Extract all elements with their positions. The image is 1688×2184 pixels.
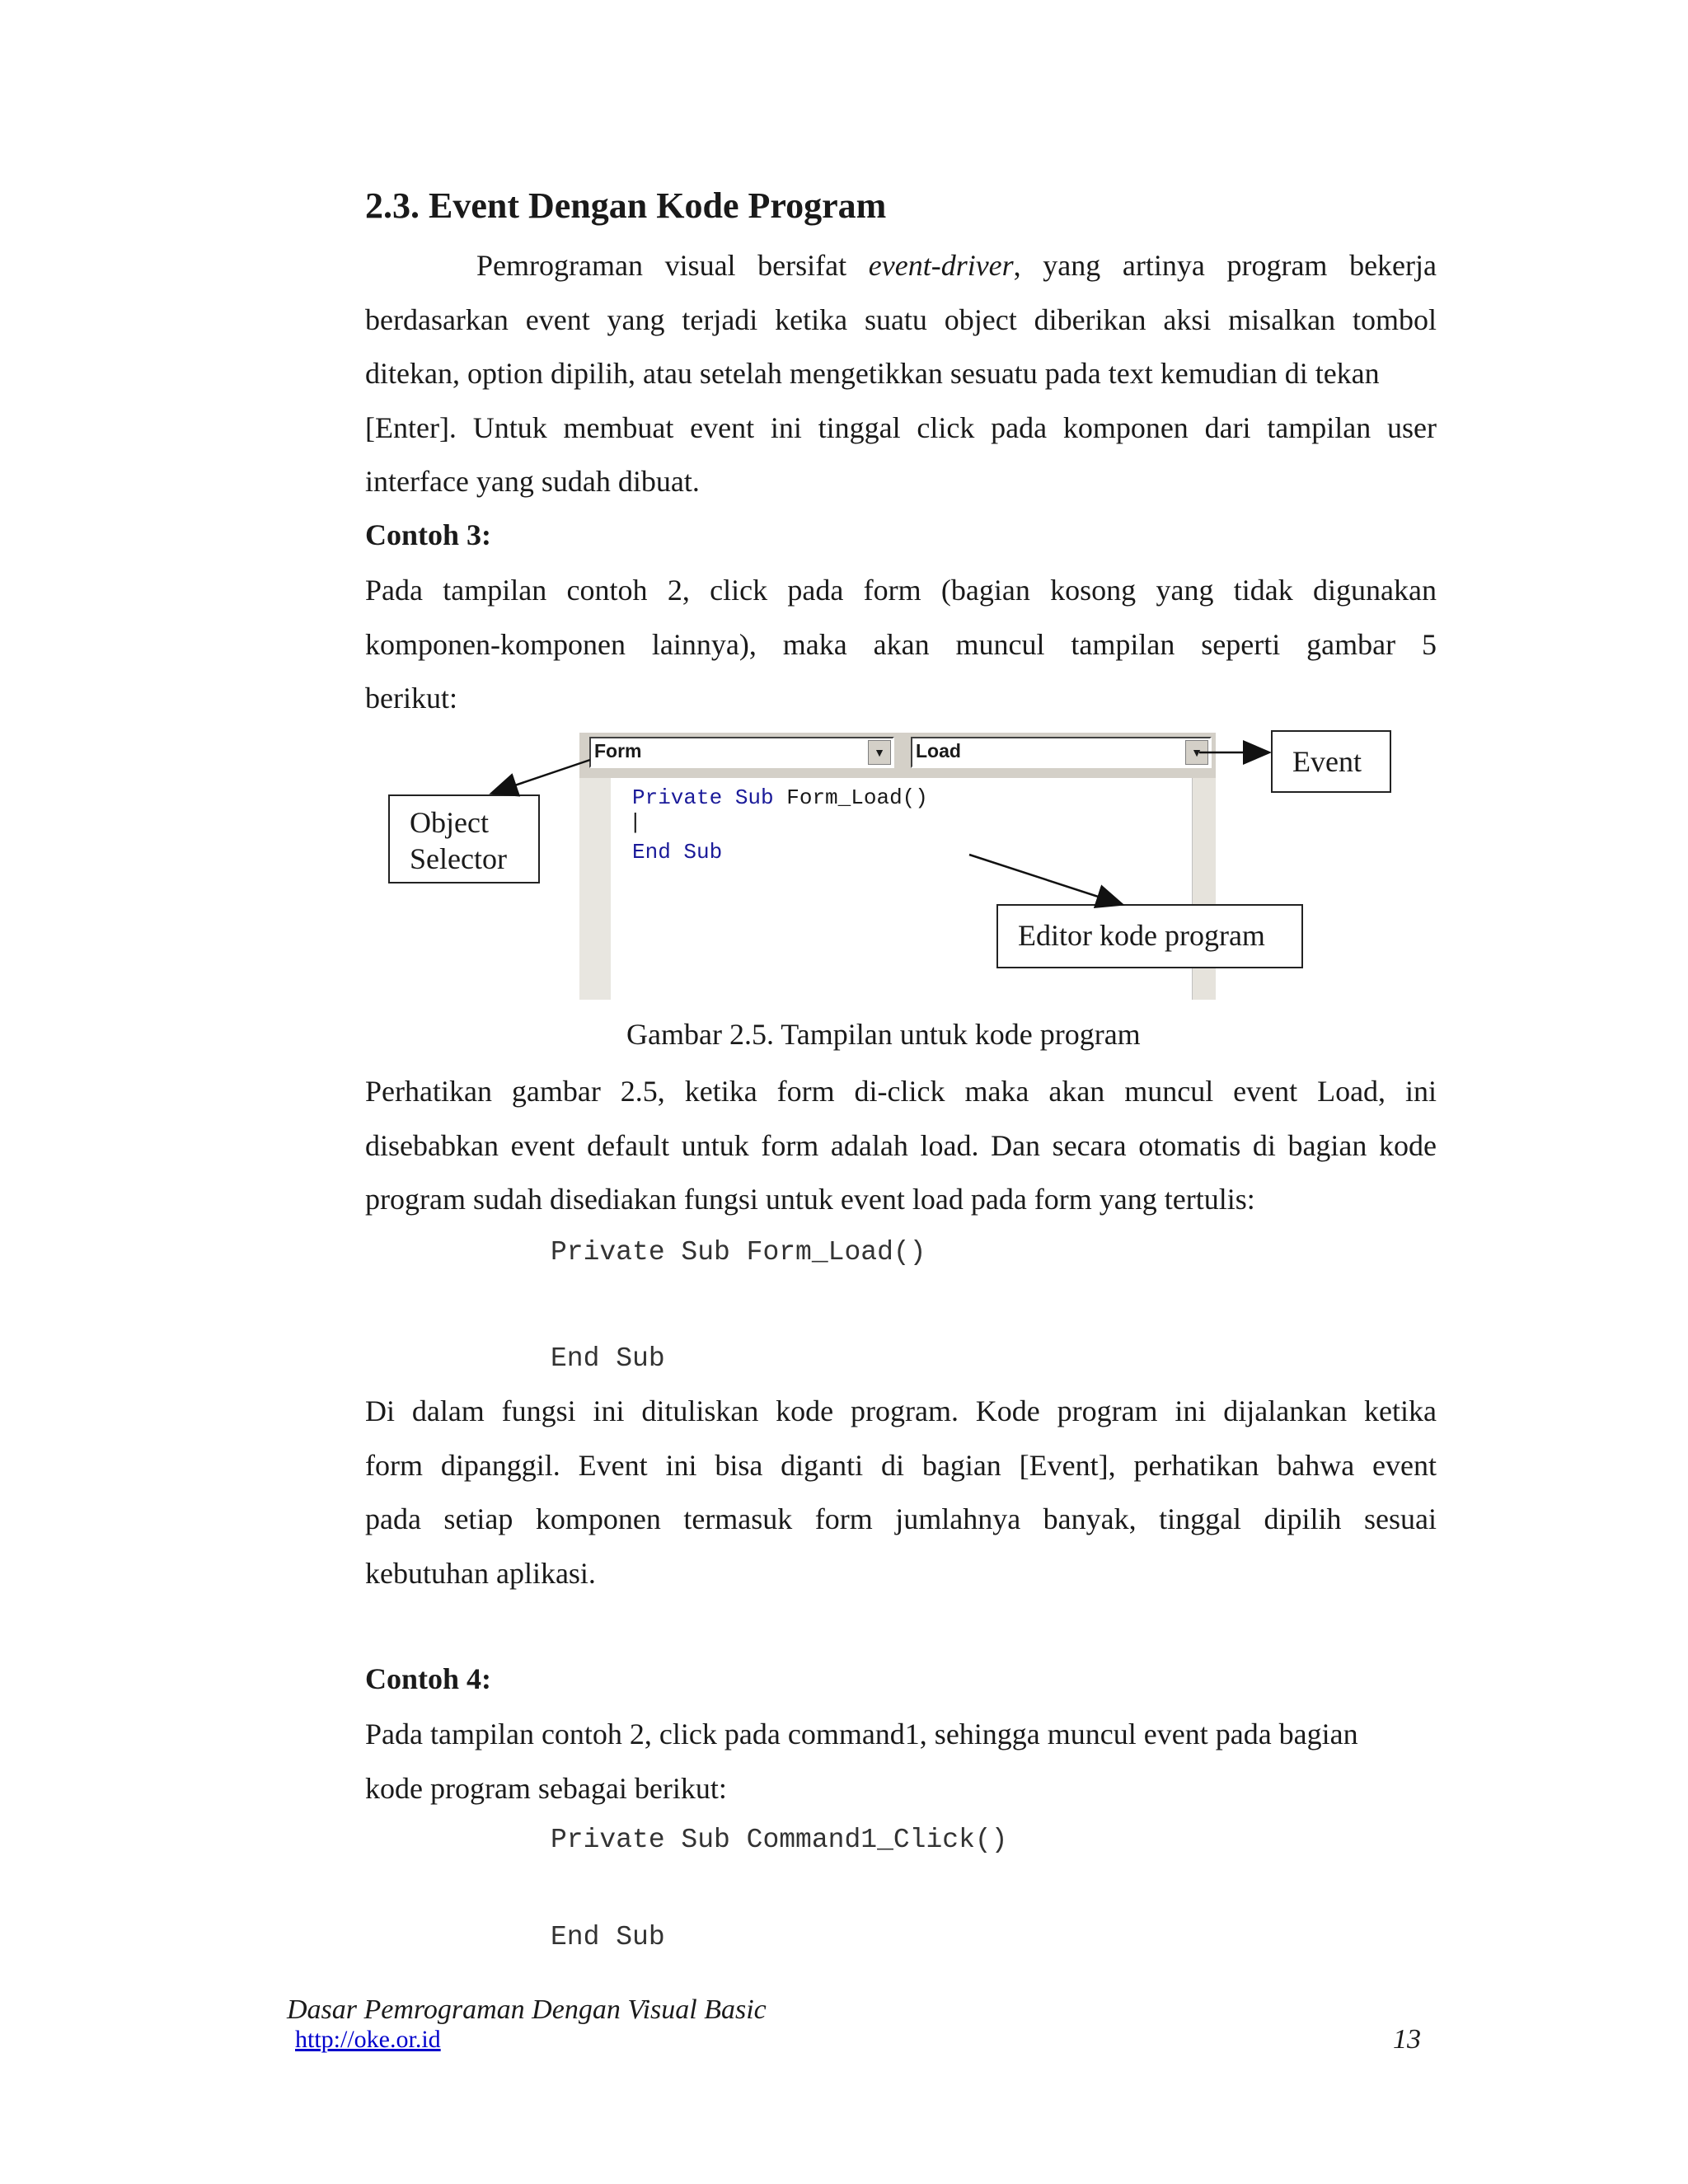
paragraph-line: Di dalam fungsi ini dituliskan kode program. Kode program ini dijalankan ketika xyxy=(365,1394,1437,1427)
paragraph-line: ditekan, option dipilih, atau setelah mengetikkan sesuatu pada text kemudian di tekan xyxy=(365,357,1380,390)
event-selector-value: Load xyxy=(916,740,961,762)
paragraph-line: berikut: xyxy=(365,682,457,715)
paragraph-line: disebabkan event default untuk form adalah load. Dan secara otomatis di bagian kode xyxy=(365,1128,1437,1162)
editor-code-line: Private Sub Form_Load() xyxy=(632,785,928,810)
chevron-down-icon: ▼ xyxy=(1185,740,1208,765)
editor-code-line: End Sub xyxy=(632,840,723,865)
explanation-paragraph xyxy=(365,1065,1437,1227)
paragraph-line: kebutuhan aplikasi. xyxy=(365,1556,596,1590)
event-callout: Event xyxy=(1271,730,1391,793)
code-snippet-line: Private Sub Form_Load() xyxy=(551,1237,926,1268)
text-cursor: | xyxy=(629,810,642,835)
paragraph-line: berdasarkan event yang terjadi ketika suatu object diberikan aksi misalkan tombol xyxy=(365,302,1437,336)
paragraph-line: Perhatikan gambar 2.5, ketika form di-click maka akan muncul event Load, ini xyxy=(365,1075,1437,1108)
contoh-4-paragraph xyxy=(365,1708,1437,1816)
function-paragraph xyxy=(365,1385,1437,1601)
footer-book-title: Dasar Pemrograman Dengan Visual Basic xyxy=(287,1994,767,2025)
paragraph-line: program sudah disediakan fungsi untuk event load pada form yang tertulis: xyxy=(365,1183,1255,1216)
paragraph-line: Pada tampilan contoh 2, click pada command1, sehingga muncul event pada bagian xyxy=(365,1718,1358,1750)
paragraph-line: [Enter]. Untuk membuat event ini tinggal click pada komponen dari tampilan user xyxy=(365,410,1437,444)
editor-callout: Editor kode program xyxy=(996,904,1303,968)
editor-arrow xyxy=(969,855,1121,904)
paragraph-line: pada setiap komponen termasuk form jumlahnya banyak, tinggal dipilih sesuai xyxy=(365,1502,1437,1535)
contoh-3-title: Contoh 3: xyxy=(365,518,492,551)
code-snippet-line: End Sub xyxy=(551,1922,665,1952)
paragraph-line: Pada tampilan contoh 2, click pada form (bagian kosong yang tidak digunakan xyxy=(365,574,1437,607)
page-number: 13 xyxy=(1393,2024,1421,2055)
contoh-4-title: Contoh 4: xyxy=(365,1662,492,1695)
paragraph-line: form dipanggil. Event ini bisa diganti di bagian [Event], perhatikan bahwa event xyxy=(365,1448,1437,1482)
object-selector-callout: Object Selector xyxy=(388,794,540,883)
code-snippet-line: Private Sub Command1_Click() xyxy=(551,1825,1008,1855)
paragraph-line: interface yang sudah dibuat. xyxy=(365,465,700,498)
object-selector-value: Form xyxy=(594,740,642,762)
footer-link[interactable]: http://oke.or.id xyxy=(295,2026,441,2053)
paragraph-line: komponen-komponen lainnya), maka akan muncul tampilan seperti gambar 5 xyxy=(365,627,1437,661)
code-snippet-line: End Sub xyxy=(551,1343,665,1374)
object-selector-arrow xyxy=(493,760,590,793)
figure-caption: Gambar 2.5. Tampilan untuk kode program xyxy=(626,1018,1141,1051)
paragraph-line: kode program sebagai berikut: xyxy=(365,1771,727,1805)
chevron-down-icon: ▼ xyxy=(868,740,891,765)
paragraph-line: Pemrograman visual bersifat event-driver, yang artinya program bekerja xyxy=(476,249,1437,282)
section-heading: 2.3. Event Dengan Kode Program xyxy=(365,185,887,226)
